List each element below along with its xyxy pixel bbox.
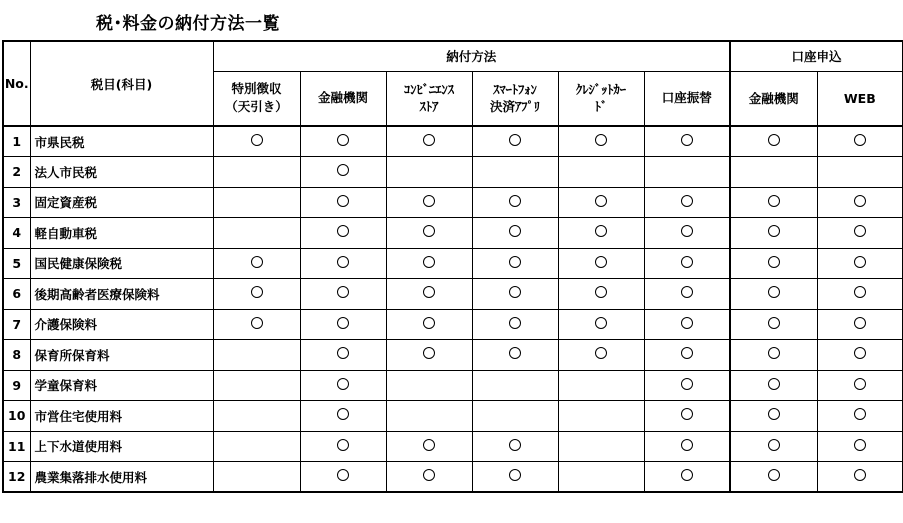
availability-cell xyxy=(472,279,558,310)
availability-cell xyxy=(386,126,472,157)
row-number: 11 xyxy=(3,431,30,462)
available-circle-icon xyxy=(337,439,349,451)
availability-cell xyxy=(558,157,644,188)
available-circle-icon xyxy=(768,378,780,390)
available-circle-icon xyxy=(854,408,866,420)
availability-cell xyxy=(213,248,300,279)
availability-cell xyxy=(730,187,817,218)
available-circle-icon xyxy=(768,134,780,146)
availability-cell xyxy=(644,340,730,371)
table-body xyxy=(3,126,903,492)
available-circle-icon xyxy=(768,439,780,451)
header-payment-col-line1: 口座振替 xyxy=(661,90,712,106)
available-circle-icon xyxy=(423,317,435,329)
availability-cell xyxy=(817,248,903,279)
available-circle-icon xyxy=(595,256,607,268)
row-number: 5 xyxy=(3,248,30,279)
header-payment-col-line2: ﾄﾞ xyxy=(594,99,608,115)
availability-cell xyxy=(558,370,644,401)
available-circle-icon xyxy=(681,317,693,329)
row-number: 4 xyxy=(3,218,30,249)
row-item-name: 保育所保育料 xyxy=(30,340,213,371)
availability-cell xyxy=(730,218,817,249)
availability-cell xyxy=(300,157,386,188)
available-circle-icon xyxy=(509,286,521,298)
header-no: No. xyxy=(3,41,30,126)
availability-cell xyxy=(386,218,472,249)
available-circle-icon xyxy=(854,347,866,359)
availability-cell xyxy=(213,340,300,371)
row-number: 8 xyxy=(3,340,30,371)
header-payment-col-line2: 決済ｱﾌﾟﾘ xyxy=(489,99,540,115)
available-circle-icon xyxy=(423,347,435,359)
availability-cell xyxy=(558,401,644,432)
available-circle-icon xyxy=(854,317,866,329)
row-item-name: 国民健康保険税 xyxy=(30,248,213,279)
available-circle-icon xyxy=(595,286,607,298)
availability-cell xyxy=(730,431,817,462)
availability-cell xyxy=(386,340,472,371)
header-payment-col-line1: 金融機関 xyxy=(317,90,368,106)
availability-cell xyxy=(644,370,730,401)
availability-cell xyxy=(386,187,472,218)
availability-cell xyxy=(730,370,817,401)
availability-cell xyxy=(817,218,903,249)
availability-cell xyxy=(213,401,300,432)
availability-cell xyxy=(817,431,903,462)
available-circle-icon xyxy=(768,469,780,481)
header-group-payment: 納付方法 xyxy=(213,41,730,71)
row-item-name: 介護保険料 xyxy=(30,309,213,340)
availability-cell xyxy=(472,157,558,188)
availability-cell xyxy=(213,187,300,218)
header-payment-col xyxy=(558,71,644,126)
available-circle-icon xyxy=(595,225,607,237)
available-circle-icon xyxy=(337,317,349,329)
availability-cell xyxy=(472,218,558,249)
available-circle-icon xyxy=(681,225,693,237)
availability-cell xyxy=(730,126,817,157)
available-circle-icon xyxy=(337,195,349,207)
availability-cell xyxy=(472,340,558,371)
availability-cell xyxy=(817,309,903,340)
availability-cell xyxy=(300,187,386,218)
table-row xyxy=(3,187,903,218)
available-circle-icon xyxy=(854,134,866,146)
available-circle-icon xyxy=(854,256,866,268)
table-row xyxy=(3,126,903,157)
available-circle-icon xyxy=(768,347,780,359)
availability-cell xyxy=(386,431,472,462)
available-circle-icon xyxy=(509,195,521,207)
row-number: 1 xyxy=(3,126,30,157)
availability-cell xyxy=(386,401,472,432)
available-circle-icon xyxy=(337,469,349,481)
available-circle-icon xyxy=(854,439,866,451)
availability-cell xyxy=(386,279,472,310)
availability-cell xyxy=(300,126,386,157)
header-payment-col xyxy=(300,71,386,126)
availability-cell xyxy=(213,431,300,462)
available-circle-icon xyxy=(337,378,349,390)
availability-cell xyxy=(300,248,386,279)
available-circle-icon xyxy=(509,317,521,329)
available-circle-icon xyxy=(337,408,349,420)
header-account-col: WEB xyxy=(817,71,903,126)
row-item-name: 市県民税 xyxy=(30,126,213,157)
row-number: 9 xyxy=(3,370,30,401)
available-circle-icon xyxy=(681,286,693,298)
availability-cell xyxy=(817,279,903,310)
availability-cell xyxy=(300,279,386,310)
table-row xyxy=(3,340,903,371)
availability-cell xyxy=(386,462,472,493)
table-row xyxy=(3,462,903,493)
availability-cell xyxy=(472,126,558,157)
available-circle-icon xyxy=(681,195,693,207)
header-payment-col xyxy=(213,71,300,126)
table-row xyxy=(3,309,903,340)
row-item-name: 固定資産税 xyxy=(30,187,213,218)
header-payment-col xyxy=(644,71,730,126)
available-circle-icon xyxy=(768,225,780,237)
row-item-name: 学童保育料 xyxy=(30,370,213,401)
availability-cell xyxy=(730,248,817,279)
availability-cell xyxy=(817,462,903,493)
available-circle-icon xyxy=(337,286,349,298)
row-item-name: 市営住宅使用料 xyxy=(30,401,213,432)
available-circle-icon xyxy=(251,134,263,146)
availability-cell xyxy=(213,462,300,493)
header-group-account: 口座申込 xyxy=(730,41,903,71)
table-row xyxy=(3,218,903,249)
available-circle-icon xyxy=(854,225,866,237)
available-circle-icon xyxy=(768,317,780,329)
available-circle-icon xyxy=(337,164,349,176)
availability-cell xyxy=(644,187,730,218)
availability-cell xyxy=(817,126,903,157)
header-payment-col-line1: ｸﾚｼﾞｯﾄｶｰ xyxy=(575,82,626,98)
availability-cell xyxy=(558,248,644,279)
availability-cell xyxy=(386,157,472,188)
available-circle-icon xyxy=(423,256,435,268)
availability-cell xyxy=(472,431,558,462)
availability-cell xyxy=(730,279,817,310)
available-circle-icon xyxy=(854,286,866,298)
availability-cell xyxy=(558,126,644,157)
availability-cell xyxy=(213,370,300,401)
availability-cell xyxy=(817,401,903,432)
table-row xyxy=(3,370,903,401)
table-row xyxy=(3,279,903,310)
header-account-col: 金融機関 xyxy=(730,71,817,126)
availability-cell xyxy=(472,462,558,493)
available-circle-icon xyxy=(423,134,435,146)
availability-cell xyxy=(644,126,730,157)
availability-cell xyxy=(213,126,300,157)
availability-cell xyxy=(644,462,730,493)
header-payment-col xyxy=(386,71,472,126)
available-circle-icon xyxy=(768,408,780,420)
header-payment-col-line2: ｽﾄｱ xyxy=(419,99,439,115)
available-circle-icon xyxy=(854,378,866,390)
availability-cell xyxy=(213,218,300,249)
header-payment-col-line2: （天引き） xyxy=(225,99,288,115)
available-circle-icon xyxy=(595,347,607,359)
availability-cell xyxy=(730,462,817,493)
available-circle-icon xyxy=(423,225,435,237)
table-row xyxy=(3,248,903,279)
availability-cell xyxy=(558,218,644,249)
row-item-name: 法人市民税 xyxy=(30,157,213,188)
availability-cell xyxy=(644,279,730,310)
row-number: 12 xyxy=(3,462,30,493)
header-payment-col-line1: ｽﾏｰﾄﾌｫﾝ xyxy=(493,82,537,98)
available-circle-icon xyxy=(681,469,693,481)
available-circle-icon xyxy=(337,134,349,146)
available-circle-icon xyxy=(509,439,521,451)
availability-cell xyxy=(817,187,903,218)
availability-cell xyxy=(817,340,903,371)
availability-cell xyxy=(817,370,903,401)
available-circle-icon xyxy=(595,317,607,329)
available-circle-icon xyxy=(681,408,693,420)
available-circle-icon xyxy=(509,469,521,481)
availability-cell xyxy=(558,309,644,340)
available-circle-icon xyxy=(768,256,780,268)
available-circle-icon xyxy=(251,256,263,268)
available-circle-icon xyxy=(681,134,693,146)
row-item-name: 農業集落排水使用料 xyxy=(30,462,213,493)
row-number: 7 xyxy=(3,309,30,340)
page-title: 税･料金の納付方法一覧 xyxy=(96,14,280,34)
row-number: 10 xyxy=(3,401,30,432)
availability-cell xyxy=(558,431,644,462)
availability-cell xyxy=(300,309,386,340)
availability-cell xyxy=(386,248,472,279)
availability-cell xyxy=(644,157,730,188)
available-circle-icon xyxy=(509,134,521,146)
availability-cell xyxy=(730,157,817,188)
availability-cell xyxy=(213,309,300,340)
availability-cell xyxy=(730,401,817,432)
available-circle-icon xyxy=(681,378,693,390)
availability-cell xyxy=(644,248,730,279)
row-number: 3 xyxy=(3,187,30,218)
availability-cell xyxy=(644,309,730,340)
available-circle-icon xyxy=(509,225,521,237)
available-circle-icon xyxy=(681,439,693,451)
header-payment-col-line1: ｺﾝﾋﾞﾆｴﾝｽ xyxy=(403,82,454,98)
availability-cell xyxy=(730,309,817,340)
available-circle-icon xyxy=(509,256,521,268)
available-circle-icon xyxy=(423,439,435,451)
available-circle-icon xyxy=(854,195,866,207)
header-payment-col xyxy=(472,71,558,126)
available-circle-icon xyxy=(337,256,349,268)
availability-cell xyxy=(472,370,558,401)
available-circle-icon xyxy=(595,134,607,146)
availability-cell xyxy=(213,157,300,188)
availability-cell xyxy=(300,340,386,371)
availability-cell xyxy=(472,187,558,218)
availability-cell xyxy=(472,309,558,340)
availability-cell xyxy=(472,248,558,279)
available-circle-icon xyxy=(509,347,521,359)
table-row xyxy=(3,431,903,462)
available-circle-icon xyxy=(681,256,693,268)
availability-cell xyxy=(300,401,386,432)
available-circle-icon xyxy=(595,195,607,207)
availability-cell xyxy=(300,462,386,493)
row-item-name: 軽自動車税 xyxy=(30,218,213,249)
available-circle-icon xyxy=(423,286,435,298)
availability-cell xyxy=(558,279,644,310)
row-number: 2 xyxy=(3,157,30,188)
availability-cell xyxy=(558,340,644,371)
availability-cell xyxy=(300,370,386,401)
row-number: 6 xyxy=(3,279,30,310)
available-circle-icon xyxy=(423,195,435,207)
availability-cell xyxy=(644,431,730,462)
available-circle-icon xyxy=(768,286,780,298)
availability-cell xyxy=(386,370,472,401)
availability-cell xyxy=(644,401,730,432)
available-circle-icon xyxy=(854,469,866,481)
availability-cell xyxy=(472,401,558,432)
available-circle-icon xyxy=(768,195,780,207)
availability-cell xyxy=(300,218,386,249)
availability-cell xyxy=(817,157,903,188)
header-item: 税目(科目) xyxy=(30,41,213,126)
available-circle-icon xyxy=(681,347,693,359)
availability-cell xyxy=(558,462,644,493)
available-circle-icon xyxy=(337,225,349,237)
availability-cell xyxy=(386,309,472,340)
available-circle-icon xyxy=(337,347,349,359)
availability-cell xyxy=(730,340,817,371)
payment-methods-table xyxy=(2,40,903,493)
availability-cell xyxy=(558,187,644,218)
available-circle-icon xyxy=(251,286,263,298)
available-circle-icon xyxy=(423,469,435,481)
row-item-name: 上下水道使用料 xyxy=(30,431,213,462)
availability-cell xyxy=(300,431,386,462)
availability-cell xyxy=(213,279,300,310)
header-payment-col-line1: 特別徴収 xyxy=(231,81,282,97)
availability-cell xyxy=(644,218,730,249)
table-row xyxy=(3,157,903,188)
table-row xyxy=(3,401,903,432)
available-circle-icon xyxy=(251,317,263,329)
row-item-name: 後期高齢者医療保険料 xyxy=(30,279,213,310)
